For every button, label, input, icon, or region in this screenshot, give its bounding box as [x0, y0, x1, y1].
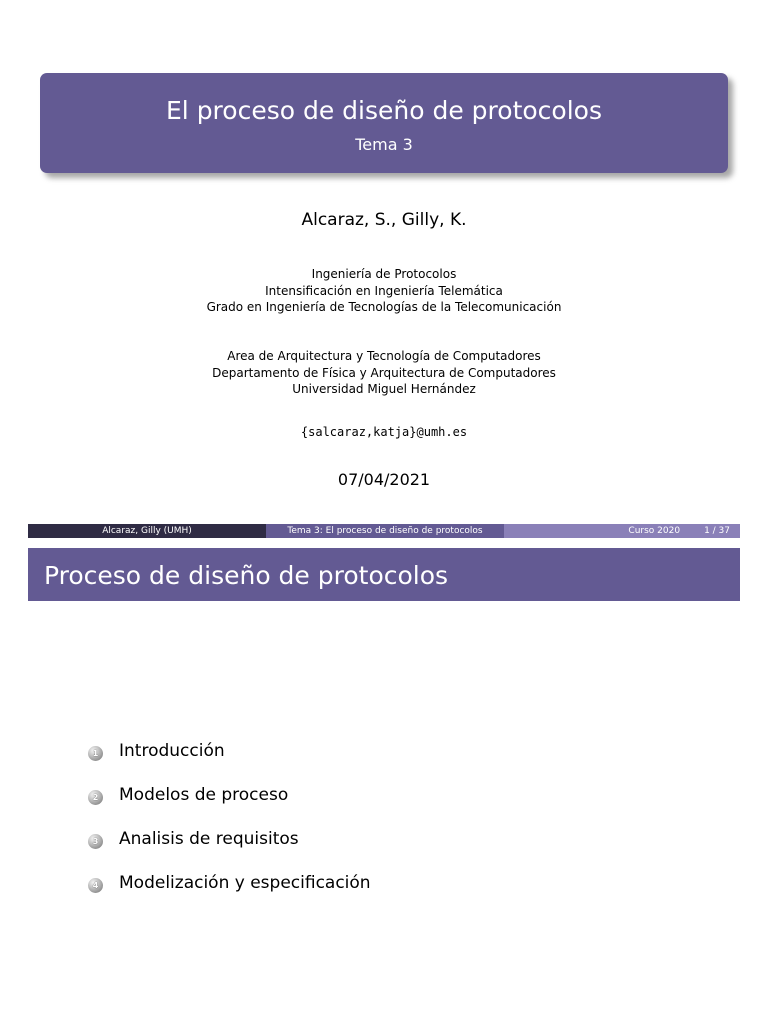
numbered-bullet-icon: 3	[88, 834, 103, 849]
authors: Alcaraz, S., Gilly, K.	[301, 210, 467, 230]
slide-title: Proceso de diseño de protocolos	[44, 561, 449, 590]
table-of-contents	[88, 740, 688, 916]
presentation-subtitle: Tema 3	[355, 135, 413, 154]
department-line: Universidad Miguel Hernández	[292, 382, 476, 396]
toc-item-label: Introducción	[119, 741, 225, 761]
institution-line: Grado en Ingeniería de Tecnologías de la Telecomunicación	[206, 300, 562, 314]
numbered-bullet-icon: 1	[88, 746, 103, 761]
email-address: {salcaraz,katja}@umh.es	[300, 425, 468, 439]
numbered-bullet-icon: 4	[88, 878, 103, 893]
footer-bar	[28, 524, 740, 538]
footer-authors: Alcaraz, Gilly (UMH)	[28, 524, 266, 538]
presentation-title: El proceso de diseño de protocolos	[166, 96, 602, 125]
institution-block	[0, 266, 768, 316]
department-block	[0, 348, 768, 398]
toc-item-label: Analisis de requisitos	[119, 829, 299, 849]
footer-page-number: 1 / 37	[704, 526, 730, 536]
institution-line: Intensificación en Ingeniería Telemática	[265, 283, 503, 298]
toc-item[interactable]	[88, 828, 688, 872]
toc-item-label: Modelos de proceso	[119, 785, 289, 805]
footer-right	[504, 524, 740, 538]
department-line: Area de Arquitectura y Tecnología de Computadores	[227, 349, 541, 363]
slide-header	[28, 548, 740, 601]
footer-title: Tema 3: El proceso de diseño de protocolos	[266, 524, 504, 538]
presentation-date: 07/04/2021	[337, 470, 431, 489]
department-line: Departamento de Física y Arquitectura de Computadores	[212, 365, 556, 380]
toc-item[interactable]	[88, 872, 688, 916]
numbered-bullet-icon: 2	[88, 790, 103, 805]
institution-line: Ingeniería de Protocolos	[311, 267, 457, 281]
toc-item-label: Modelización y especificación	[119, 873, 371, 893]
toc-item[interactable]	[88, 784, 688, 828]
title-box	[40, 73, 728, 173]
toc-item[interactable]	[88, 740, 688, 784]
footer-course: Curso 2020	[628, 526, 681, 536]
